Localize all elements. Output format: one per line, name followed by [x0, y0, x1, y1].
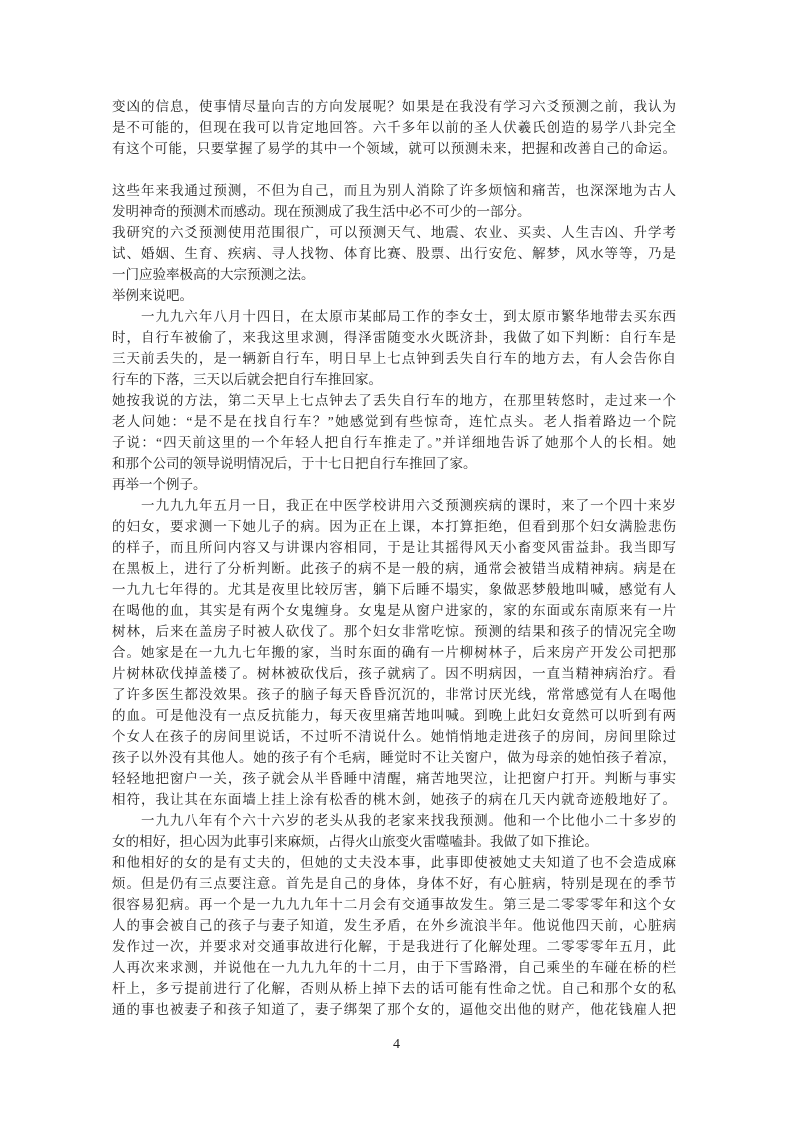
text-line: 的样子，而且所问内容又与讲课内容相同，于是让其摇得风天小畜变风雷益卦。我当即写 — [112, 540, 676, 555]
text-line — [112, 159, 676, 180]
text-line: 再举一个例子。 — [112, 477, 207, 492]
text-line: 人的事会被自己的孩子与妻子知道，发生矛盾，在外乡流浪半年。他说他四天前，心脏病 — [112, 918, 676, 933]
text-line: 合。她家是在一九九七年搬的家，当时东面的确有一片柳树林子，后来房产开发公司把那 — [112, 645, 676, 660]
text-line: 和他相好的女的是有丈夫的，但她的丈夫没本事，此事即使被她丈夫知道了也不会造成麻 — [112, 855, 676, 870]
text-line: 杆上，多亏提前进行了化解，否则从桥上掉下去的话可能有性命之忧。自己和那个女的私 — [112, 981, 676, 996]
text-line: 相符，我让其在东面墙上挂上涂有松香的桃木剑，她孩子的病在几天内就奇迹般地好了。 — [112, 792, 676, 807]
text-line: 我研究的六爻预测使用范围很广，可以预测天气、地震、农业、买卖、人生吉凶、升学考 — [112, 225, 676, 240]
text-line: 了许多医生都没效果。孩子的脑子每天昏昏沉沉的，非常讨厌光线，常常感觉有人在喝他 — [112, 687, 676, 702]
text-line: 很容易犯病。再一个是一九九九年十二月会有交通事故发生。第三是二零零零年和这个女 — [112, 897, 676, 912]
text-line: 行车的下落，三天以后就会把自行车推回家。 — [112, 372, 382, 387]
text-line: 老人问她：“是不是在找自行车？”她感觉到有些惊奇，连忙点头。老人指着路边一个院 — [112, 414, 676, 429]
text-line: 举例来说吧。 — [112, 288, 193, 303]
text-line: 她按我说的方法，第二天早上七点钟去了丢失自行车的地方，在那里转悠时，走过来一个 — [112, 393, 676, 408]
text-line: 三天前丢失的，是一辆新自行车，明日早上七点钟到丢失自行车的地方去，有人会告你自 — [112, 351, 676, 366]
text-line: 一九九六年八月十四日，在太原市某邮局工作的李女士，到太原市繁华地带去买东西 — [112, 309, 676, 324]
text-line: 树林，后来在盖房子时被人砍伐了。那个妇女非常吃惊。预测的结果和孩子的情况完全吻 — [112, 624, 676, 639]
page-number: 4 — [393, 1037, 400, 1052]
text-line: 这些年来我通过预测，不但为自己，而且为别人消除了许多烦恼和痛苦，也深深地为古人 — [112, 183, 676, 198]
text-line: 孩子以外没有其他人。她的孩子有个毛病，睡觉时不让关窗户，做为母亲的她怕孩子着凉， — [112, 750, 676, 765]
text-line: 人再次来求测，并说他在一九九九年的十二月，由于下雪路滑，自己乘坐的车碰在桥的栏 — [112, 960, 676, 975]
text-line: 的血。可是他没有一点反抗能力，每天夜里痛苦地叫喊。到晚上此妇女竟然可以听到有两 — [112, 708, 676, 723]
text-line: 有这个可能，只要掌握了易学的其中一个领域，就可以预测未来，把握和改善自己的命运。 — [112, 141, 676, 156]
text-line: 在黑板上，进行了分析判断。此孩子的病不是一般的病，通常会被错当成精神病。病是在 — [112, 561, 676, 576]
text-line: 是不可能的，但现在我可以肯定地回答。六千多年以前的圣人伏羲氏创造的易学八卦完全 — [112, 120, 676, 135]
text-line: 子说：“四天前这里的一个年轻人把自行车推走了。”并详细地告诉了她那个人的长相。她 — [112, 435, 676, 450]
text-line: 的妇女，要求测一下她儿子的病。因为正在上课，本打算拒绝，但看到那个妇女满脸悲伤 — [112, 519, 676, 534]
text-line: 烦。但是仍有三点要注意。首先是自己的身体，身体不好，有心脏病，特别是现在的季节 — [112, 876, 676, 891]
text-line: 和那个公司的领导说明情况后，于十七日把自行车推回了家。 — [112, 456, 477, 471]
text-line: 发作过一次，并要求对交通事故进行化解，于是我进行了化解处理。二零零零年五月，此 — [112, 939, 676, 954]
text-line: 试、婚姻、生育、疾病、寻人找物、体育比赛、股票、出行安危、解梦，风水等等，乃是 — [112, 246, 676, 261]
text-line: 轻轻地把窗户一关，孩子就会从半昏睡中清醒，痛苦地哭泣，让把窗户打开。判断与事实 — [112, 771, 676, 786]
text-line: 女的相好，担心因为此事引来麻烦，占得火山旅变火雷噬嗑卦。我做了如下推论。 — [112, 834, 598, 849]
text-line: 时，自行车被偷了，来我这里求测，得泽雷随变水火既济卦，我做了如下判断：自行车是 — [112, 330, 676, 345]
text-line: 变凶的信息，使事情尽量向吉的方向发展呢？如果是在我没有学习六爻预测之前，我认为 — [112, 99, 676, 114]
text-line: 个女人在孩子的房间里说话，不过听不清说什么。她悄悄地走进孩子的房间，房间里除过 — [112, 729, 676, 744]
body-text — [112, 96, 676, 1020]
text-line: 一九九九年五月一日，我正在中医学校讲用六爻预测疾病的课时，来了一个四十来岁 — [112, 498, 676, 513]
text-line: 在喝他的血，其实是有两个女鬼缠身。女鬼是从窗户进家的，家的东面或东南原来有一片 — [112, 603, 676, 618]
text-line: 一九九八年有个六十六岁的老头从我的老家来找我预测。他和一个比他小二十多岁的 — [112, 813, 676, 828]
text-line: 通的事也被妻子和孩子知道了，妻子绑架了那个女的，逼他交出他的财产，他花钱雇人把 — [112, 1002, 676, 1017]
text-line: 一九九七年得的。尤其是夜里比较厉害，躺下后睡不塌实，象做恶梦般地叫喊，感觉有人 — [112, 582, 676, 597]
text-line: 一门应验率极高的大宗预测之法。 — [112, 267, 315, 282]
text-line: 片树林砍伐掉盖楼了。树林被砍伐后，孩子就病了。因不明病因，一直当精神病治疗。看 — [112, 666, 676, 681]
text-line: 发明神奇的预测术而感动。现在预测成了我生活中必不可少的一部分。 — [112, 204, 531, 219]
